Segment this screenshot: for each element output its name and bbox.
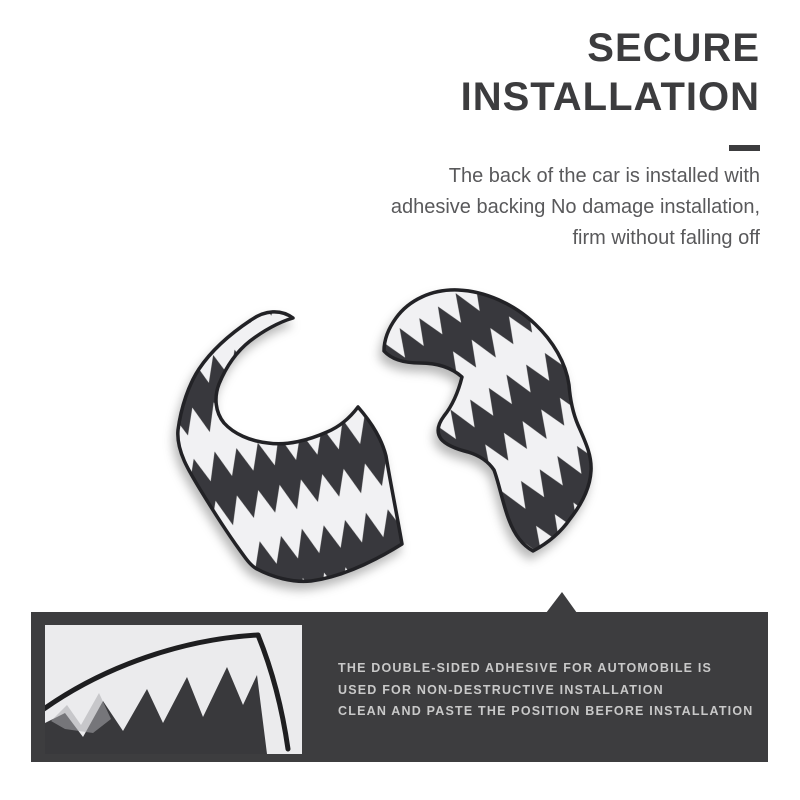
headline-line-2: INSTALLATION: [460, 75, 760, 119]
banner-text-line-3: CLEAN AND PASTE THE POSITION BEFORE INSTALLATION: [338, 704, 754, 718]
description-line-3: firm without falling off: [572, 227, 760, 249]
description: [391, 161, 760, 254]
adhesive-closeup-image: [45, 625, 302, 754]
headline: [461, 24, 760, 122]
description-line-1: The back of the car is installed with: [448, 165, 760, 187]
banner-text: [338, 658, 753, 723]
banner-text-line-1: THE DOUBLE-SIDED ADHESIVE FOR AUTOMOBILE IS: [338, 661, 713, 675]
headline-underline-dash: [729, 145, 760, 151]
pointer-up-triangle: [546, 592, 577, 613]
product-photo: [150, 280, 620, 610]
headline-line-1: SECURE: [587, 26, 760, 70]
banner-text-line-2: USED FOR NON-DESTRUCTIVE INSTALLATION: [338, 682, 664, 697]
carbon-trim-piece-left: [178, 312, 402, 582]
description-line-2: adhesive backing No damage installation,: [390, 196, 760, 218]
carbon-trim-piece-right: [384, 290, 591, 551]
info-banner: [31, 612, 768, 762]
